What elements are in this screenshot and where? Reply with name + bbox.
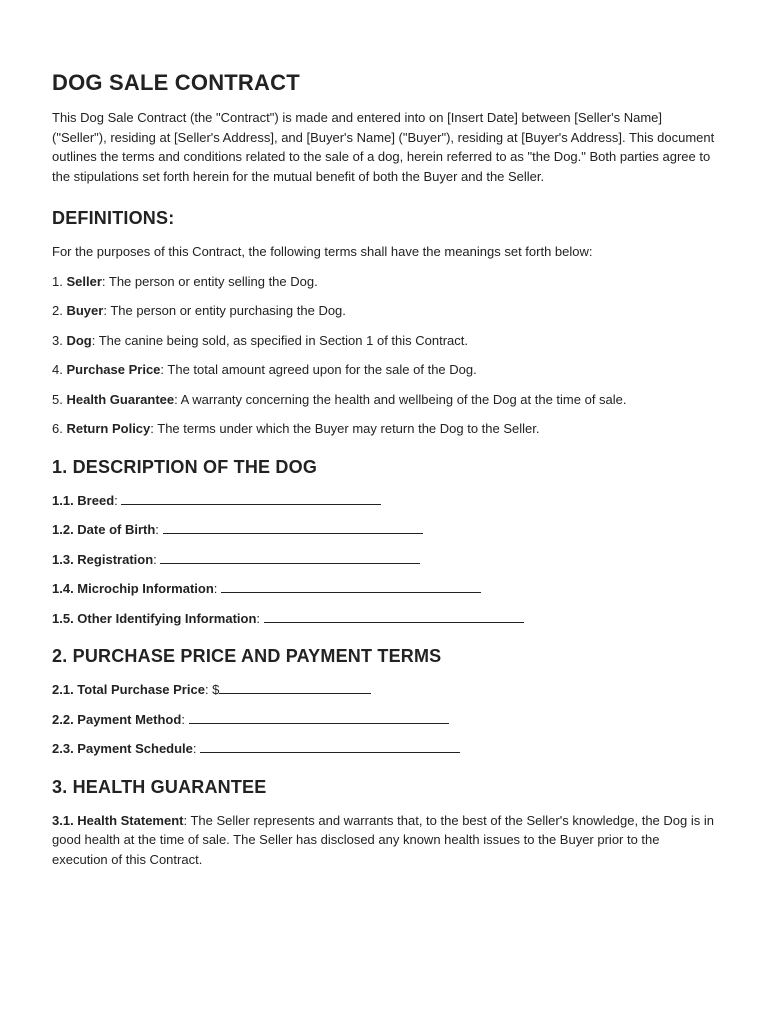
registration-field: 1.3. Registration:: [52, 550, 718, 570]
section-health-guarantee: [52, 777, 718, 870]
section-3-heading: 3. HEALTH GUARANTEE: [52, 776, 267, 797]
health-statement: 3.1. Health Statement: The Seller represents and warrants that, to the best of the Seller's knowledge, the Dog is in good health at the time of sale. The Seller has disclosed any known health issues to the Buyer prior to the execution of this Contract.: [52, 812, 714, 867]
total-price-field: 2.1. Total Purchase Price: $: [52, 680, 718, 700]
breed-blank[interactable]: [121, 491, 381, 505]
payment-schedule-field: 2.3. Payment Schedule:: [52, 739, 718, 759]
definition-term: Health Guarantee: [66, 391, 175, 407]
date-of-birth-field: 1.2. Date of Birth:: [52, 520, 718, 540]
registration-blank[interactable]: [160, 550, 420, 564]
definition-term: Buyer: [66, 303, 104, 318]
date-of-birth-blank[interactable]: [163, 520, 423, 534]
breed-field: 1.1. Breed:: [52, 491, 718, 511]
section-purchase-price: [52, 646, 718, 759]
section-1-heading: 1. DESCRIPTION OF THE DOG: [52, 456, 318, 477]
definition-term: Dog: [66, 332, 92, 348]
total-price-blank[interactable]: [219, 680, 371, 694]
definition-term: Purchase Price: [66, 362, 161, 377]
microchip-blank[interactable]: [221, 579, 481, 593]
intro-paragraph: This Dog Sale Contract (the "Contract") is made and entered into on [Insert Date] between [Seller's Name] ("Seller"), residing at [Seller's Address], and [Buyer's Name] ("Buyer"), residing at [Buyer's Address]. This document outlines the terms and conditions related to the sale of a dog, herein referred to as "the Dog." Both parties agree to the stipulations set forth herein for the mutual benefit of both the Buyer and the Seller.: [52, 110, 715, 184]
definitions-lead: For the purposes of this Contract, the following terms shall have the meanings set forth below:: [52, 244, 593, 259]
definition-item: 5. Health Guarantee: A warranty concerning the health and wellbeing of the Dog at the time of sale.: [52, 391, 627, 407]
document-title: DOG SALE CONTRACT: [52, 70, 300, 95]
section-2-heading: 2. PURCHASE PRICE AND PAYMENT TERMS: [52, 646, 442, 666]
definitions-heading: DEFINITIONS:: [52, 208, 175, 228]
section-description: [52, 457, 718, 629]
definition-item: 4. Purchase Price: The total amount agreed upon for the sale of the Dog.: [52, 362, 477, 377]
payment-method-field: 2.2. Payment Method:: [52, 710, 718, 730]
definition-term: Seller: [66, 273, 102, 289]
payment-method-blank[interactable]: [189, 710, 449, 724]
definition-term: Return Policy: [66, 421, 151, 436]
other-identifying-field: 1.5. Other Identifying Information:: [52, 609, 718, 629]
definition-item: 2. Buyer: The person or entity purchasing the Dog.: [52, 303, 346, 318]
microchip-field: 1.4. Microchip Information:: [52, 579, 718, 599]
definition-item: 6. Return Policy: The terms under which the Buyer may return the Dog to the Seller.: [52, 421, 540, 436]
definition-item: 3. Dog: The canine being sold, as specified in Section 1 of this Contract.: [52, 332, 469, 348]
payment-schedule-blank[interactable]: [200, 739, 460, 753]
other-identifying-blank[interactable]: [264, 609, 524, 623]
definition-item: 1. Seller: The person or entity selling the Dog.: [52, 273, 318, 289]
